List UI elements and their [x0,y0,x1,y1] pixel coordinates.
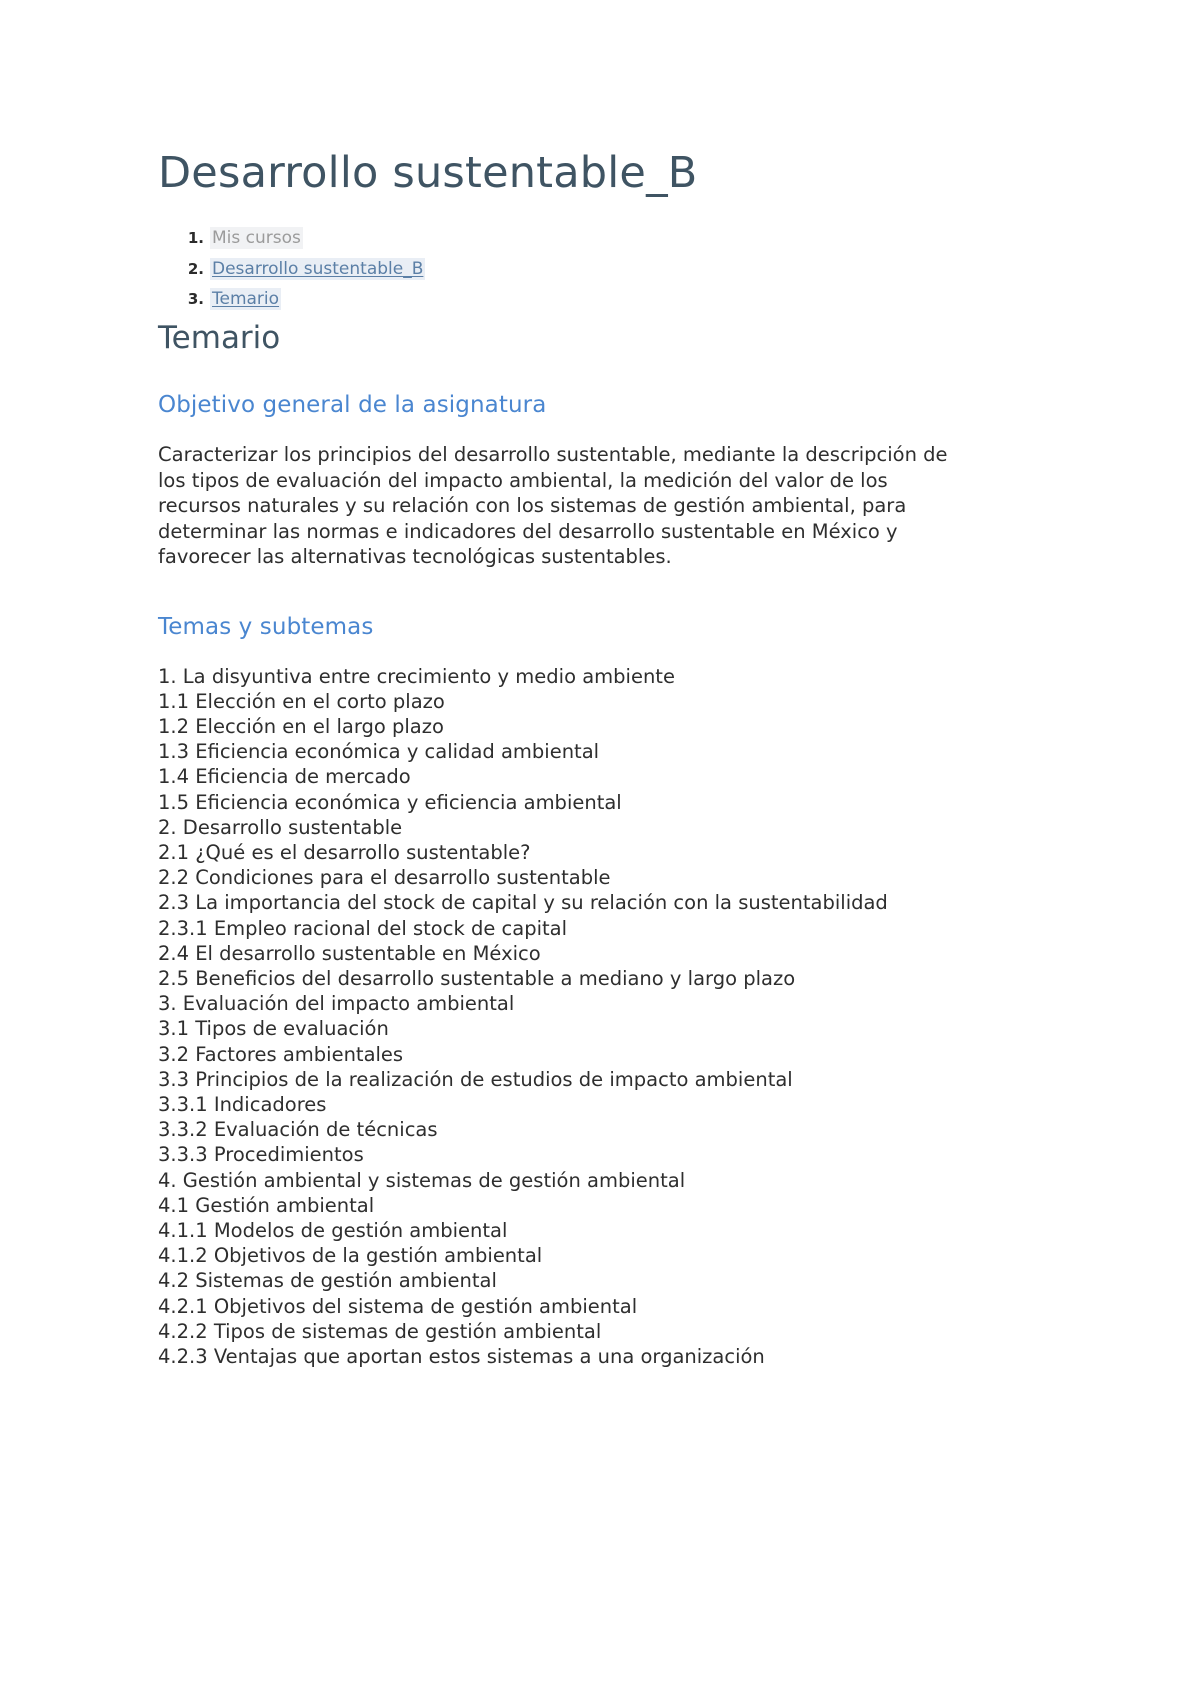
breadcrumb-item-temario[interactable] [210,284,1050,315]
topic-list-item: 3. Evaluación del impacto ambiental [158,992,515,1016]
subheading-objetivo-general: Objetivo general de la asignatura [158,392,547,419]
topic-list-item: 2. Desarrollo sustentable [158,815,403,839]
topic-list-item: 1.1 Elección en el corto plazo [158,689,445,713]
topic-list-item: 4.2.2 Tipos de sistemas de gestión ambiental [158,1319,602,1343]
topic-list-item: 4.2 Sistemas de gestión ambiental [158,1269,497,1293]
breadcrumb-link[interactable]: Desarrollo sustentable_B [212,258,424,279]
breadcrumb [158,223,1050,315]
topic-list-item: 1.3 Eficiencia económica y calidad ambiental [158,740,600,764]
topic-list-item: 3.3.3 Procedimientos [158,1143,364,1167]
breadcrumb-label: Mis cursos [212,228,301,249]
topic-list-item: 2.3.1 Empleo racional del stock de capital [158,916,568,940]
topic-list-item: 2.2 Condiciones para el desarrollo sustentable [158,866,611,890]
topic-list-item: 4.1 Gestión ambiental [158,1193,375,1217]
topic-list-item: 4. Gestión ambiental y sistemas de gestión ambiental [158,1168,686,1192]
topic-list-item: 3.3.1 Indicadores [158,1093,327,1117]
topic-list-item: 4.2.1 Objetivos del sistema de gestión ambiental [158,1294,638,1318]
objetivo-general-paragraph: Caracterizar los principios del desarrollo sustentable, mediante la descripción de los tipos de evaluación del impacto ambiental, la medición del valor de los recursos naturales y su relación con los sistemas de gestión ambiental, para determinar las normas e indicadores del desarrollo sustentable en México y favorecer las alternativas tecnológicas sustentables. [158,443,948,569]
page-title: Desarrollo sustentable_B [158,148,698,198]
topic-list-item: 2.4 El desarrollo sustentable en México [158,941,541,965]
topic-list-item: 3.3.2 Evaluación de técnicas [158,1118,438,1142]
topic-list-item: 3.2 Factores ambientales [158,1042,404,1066]
breadcrumb-item-mis-cursos [210,223,1050,254]
topic-list-item: 4.1.1 Modelos de gestión ambiental [158,1219,508,1243]
topic-list-item: 2.5 Beneficios del desarrollo sustentable a mediano y largo plazo [158,967,796,991]
topic-list-item: 1.2 Elección en el largo plazo [158,715,444,738]
topic-list-item: 3.3 Principios de la realización de estudios de impacto ambiental [158,1067,793,1091]
topic-list-item: 3.1 Tipos de evaluación [158,1017,389,1041]
breadcrumb-link[interactable]: Temario [212,289,280,310]
topic-list-item: 1. La disyuntiva entre crecimiento y medio ambiente [158,664,675,688]
topic-list [158,664,1050,1370]
topic-list-item: 2.3 La importancia del stock de capital y su relación con la sustentabilidad [158,891,888,915]
topic-list-item: 4.1.2 Objetivos de la gestión ambiental [158,1244,543,1268]
topic-list-item: 1.4 Eficiencia de mercado [158,765,411,789]
topic-list-item: 1.5 Eficiencia económica y eficiencia ambiental [158,790,622,814]
breadcrumb-item-curso[interactable] [210,254,1050,285]
topic-list-item: 4.2.3 Ventajas que aportan estos sistemas a una organización [158,1345,765,1369]
section-heading-temario: Temario [158,319,281,356]
subheading-temas-y-subtemas: Temas y subtemas [158,614,374,640]
topic-list-item: 2.1 ¿Qué es el desarrollo sustentable? [158,841,531,865]
